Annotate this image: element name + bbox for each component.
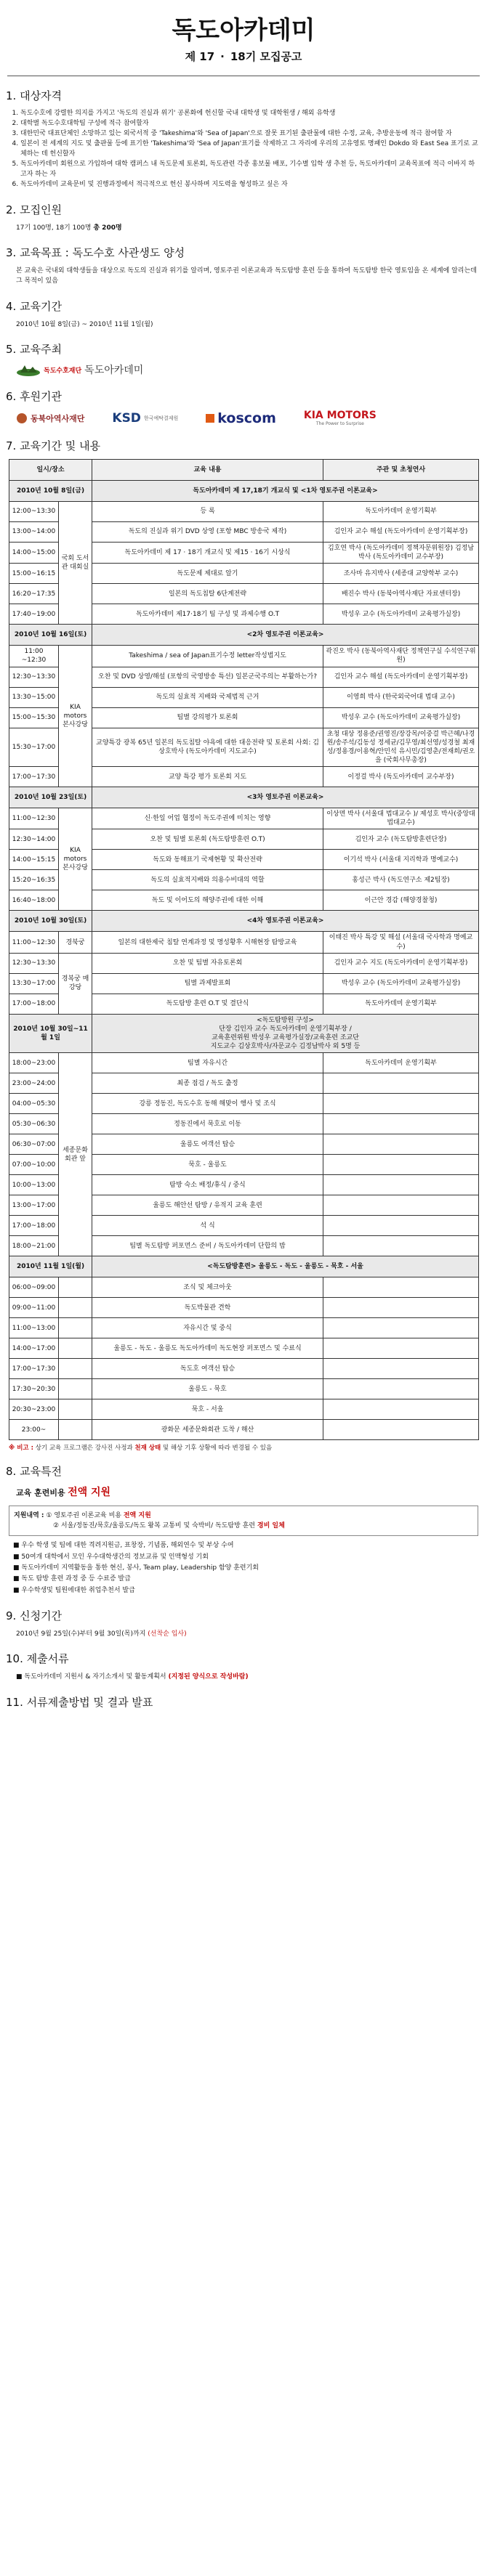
- row-time: 17:00~18:00: [9, 1216, 59, 1236]
- details-item-2-value: 경비 일체: [257, 1522, 285, 1530]
- row-content: 울릉도 여객선 탑승: [92, 1134, 323, 1155]
- tour-line: 지도교수 김상호박사/자문교수 김정남박사 외 5명 등: [210, 1043, 361, 1051]
- list-item: ■ 우수 학생 및 팀에 대한 격려지원금, 표창장, 기념품, 해외연수 및 부상 수여: [13, 1540, 474, 1551]
- section-recruit: [6, 202, 480, 233]
- academy-logo-text: 독도아카데미: [84, 365, 144, 377]
- section-schedule: [6, 438, 480, 453]
- schedule-day-row: [9, 1256, 479, 1277]
- section-benefits: [6, 1463, 480, 1500]
- row-time: 17:00~17:30: [9, 767, 59, 787]
- subtitle-part-a: 제 17: [185, 50, 215, 63]
- row-time: 17:00~18:00: [9, 994, 59, 1014]
- day-title: 독도아카데미 제 17,18기 개교식 및 <1차 영토주권 이론교육>: [92, 481, 479, 502]
- row-speaker: [323, 1073, 479, 1094]
- row-content: 독도호 여객선 탑승: [92, 1359, 323, 1379]
- period-text: 2010년 10월 8일(금) ~ 2010년 11월 1일(월): [16, 320, 153, 328]
- host-logo: [16, 362, 143, 377]
- row-time: 13:00~17:00: [9, 1195, 59, 1216]
- row-speaker: [323, 1277, 479, 1298]
- row-content: 일본의 대한제국 침탈 연계과정 및 명성황후 시해현장 탐방교육: [92, 932, 323, 953]
- row-time: 14:00~15:00: [9, 543, 59, 564]
- row-place: [59, 1338, 92, 1359]
- table-header-row: [9, 460, 479, 481]
- subtitle-part-b: 18기 모집공고: [230, 50, 302, 63]
- row-speaker: 홍성근 박사 (독도연구소 제2팀장): [323, 870, 479, 890]
- row-speaker: [323, 1318, 479, 1338]
- row-time: 10:00~13:00: [9, 1175, 59, 1195]
- row-speaker: [323, 1216, 479, 1236]
- row-speaker: 이상면 박사 (서울대 법대교수 )/ 제성호 박사(중앙대 법대교수): [323, 808, 479, 829]
- details-item-2: ② 서울/정동진/묵호/울릉도/독도 왕복 교통비 및 숙박비/ 독도탐방 훈련: [53, 1522, 255, 1530]
- row-content: 조식 및 체크아웃: [92, 1277, 323, 1298]
- row-time: 15:30~17:00: [9, 728, 59, 767]
- row-time: 04:00~05:30: [9, 1094, 59, 1114]
- section-documents: 10. 제출서류 ■ 독도아카데미 지원서 & 자기소개서 및 활동계획서 (지정된 양식으로 작성바람): [6, 1651, 480, 1682]
- row-time: 12:30~14:00: [9, 829, 59, 850]
- schedule-day-row: [9, 481, 479, 502]
- table-row: [9, 646, 479, 667]
- nahf-emblem-icon: [16, 413, 28, 424]
- schedule-table: [9, 459, 479, 1440]
- row-speaker: [323, 1236, 479, 1256]
- section-sponsors: [6, 389, 480, 426]
- benefit-list: [13, 1540, 474, 1596]
- section-apply-period: [6, 1608, 480, 1639]
- schedule-day-row: [9, 625, 479, 646]
- section-title: 7. 교육기간 및 내용: [6, 439, 101, 453]
- row-speaker: 이영희 박사 (한국외국어대 법대 교수): [323, 687, 479, 707]
- row-place: 세종문화회관 앞: [59, 1053, 92, 1256]
- goal-text: 본 교육은 국내외 대학생들을 대상으로 독도의 진실과 위기를 알리며, 영토주권 이론교육과 독도탐방 훈련 등을 통하여 독도탐방 한국 영토임을 온 세계에 알리는데 그 목적이 있음: [16, 267, 477, 285]
- row-content: 자유시간 및 중식: [92, 1318, 323, 1338]
- table-row: [9, 1318, 479, 1338]
- row-content: 독도와 동해표기 국제현황 및 확산전략: [92, 850, 323, 870]
- row-speaker: [323, 1114, 479, 1134]
- note-prefix: ※ 비고 :: [9, 1445, 34, 1452]
- row-time: 23:00~24:00: [9, 1073, 59, 1094]
- list-item: 5. 독도아카데미 회원으로 가입하여 대학 캠퍼스 내 독도문제 토론회, 독도관련 각종 홍보물 배포, 기수별 입학 생 추천 등, 독도아카데미 교육목표에 적극 이바지 하고자 하는 자: [20, 160, 480, 180]
- sponsor-name: KIA MOTORS: [303, 410, 377, 422]
- row-content: 등 록: [92, 502, 323, 522]
- row-content: 울릉도 - 독도 - 울릉도 독도아카데미 독도현장 퍼포먼스 및 수료식: [92, 1338, 323, 1359]
- row-content: 울릉도 - 묵호: [92, 1379, 323, 1399]
- table-row: [9, 932, 479, 953]
- row-time: 15:00~15:30: [9, 707, 59, 728]
- col-header-time: 일시/장소: [9, 460, 92, 481]
- section-eligibility: [6, 88, 480, 190]
- table-row: [9, 1298, 479, 1318]
- table-row: [9, 1420, 479, 1440]
- row-content: 독도박물관 견학: [92, 1298, 323, 1318]
- row-content: 오찬 및 DVD 상영/해설 (포항의 국영방송 특선) 일본군국주의는 부활하는가?: [92, 667, 323, 687]
- row-place: 경북궁: [59, 932, 92, 953]
- row-time: 06:30~07:00: [9, 1134, 59, 1155]
- row-speaker: [323, 1298, 479, 1318]
- day-date: 2010년 10월 23일(토): [9, 787, 92, 808]
- row-time: 14:00~17:00: [9, 1338, 59, 1359]
- dokdo-island-icon: [16, 363, 41, 376]
- row-speaker: 배진수 박사 (동북아역사재단 자료센터장): [323, 584, 479, 604]
- row-speaker: [323, 1134, 479, 1155]
- host-logo-text: 독도수호재단: [44, 367, 82, 375]
- list-item: ■ 독도 탐방 훈련 과정 중 등 수료증 발급: [13, 1574, 474, 1585]
- row-speaker: 박성우 교수 (독도아카데미 교육평가실장): [323, 604, 479, 625]
- row-place: [59, 1420, 92, 1440]
- row-speaker: [323, 1175, 479, 1195]
- row-place: [59, 1379, 92, 1399]
- day-date: 2010년 10월 16일(토): [9, 625, 92, 646]
- row-time: 17:30~20:30: [9, 1379, 59, 1399]
- row-content: 오찬 및 팀별 토론회 (독도탐방훈련 O.T): [92, 829, 323, 850]
- row-speaker: [323, 1420, 479, 1440]
- note-highlight: 천재 상태: [134, 1445, 161, 1452]
- row-speaker: 초청 대상 정용준/권영진/장강목/이중걸 박근혜/나경원/송주석/김동성 정세균/김무영/최선영/성경철 최재성/정용경/이용혁/안민석 유시민/김영춘/전재희/권오을 (국회사무총장): [323, 728, 479, 767]
- details-item-1-value: 전액 지원: [123, 1511, 151, 1519]
- schedule-day-row: [9, 1014, 479, 1053]
- tour-line: <독도탐방원 구성>: [257, 1016, 314, 1024]
- row-speaker: 박성우 교수 (독도아카데미 교육평가실장): [323, 707, 479, 728]
- schedule-note: [9, 1443, 478, 1452]
- row-place: [59, 1277, 92, 1298]
- section-title: 4. 교육기간: [6, 299, 63, 313]
- row-time: 23:00~: [9, 1420, 59, 1440]
- row-speaker: 독도아카데미 운영기획부: [323, 994, 479, 1014]
- details-item-1: ① 영토주권 이론교육 비용: [46, 1511, 121, 1519]
- apply-period-note: (선착순 입사): [148, 1630, 187, 1638]
- row-time: 12:00~13:30: [9, 502, 59, 522]
- row-content: 팀별 강의평가 토론회: [92, 707, 323, 728]
- section-host: [6, 341, 480, 377]
- list-item: ■ 우수학생및 팀원에대한 취업추천서 발급: [13, 1585, 474, 1596]
- row-content: 독도의 실효적 지배와 국제법적 근거: [92, 687, 323, 707]
- row-speaker: 이정걸 박사 (독도아카데미 교수부장): [323, 767, 479, 787]
- row-time: 11:00~12:30: [9, 808, 59, 829]
- row-time: 16:20~17:35: [9, 584, 59, 604]
- row-speaker: [323, 1155, 479, 1175]
- row-speaker: 독도아카데미 운영기획부: [323, 1053, 479, 1073]
- section-title: 2. 모집인원: [6, 203, 63, 216]
- section-title: 1. 대상자격: [6, 89, 63, 102]
- row-content: 묵호 - 울릉도: [92, 1155, 323, 1175]
- row-speaker: [323, 1359, 479, 1379]
- row-place: [59, 1298, 92, 1318]
- row-content: 독도아카데미 제 17 · 18기 개교식 및 제15 · 16기 시상식: [92, 543, 323, 564]
- row-content: 강릉 정동진, 독도수호 동해 해맞이 행사 및 조식: [92, 1094, 323, 1114]
- row-speaker: [323, 1338, 479, 1359]
- list-item: ■ 독도아카데미 지역활동을 통한 현신, 봉사, Team play, Leadership 함양 훈련기회: [13, 1563, 474, 1574]
- row-content: 최종 점검 / 독도 출정: [92, 1073, 323, 1094]
- row-time: 20:30~23:00: [9, 1399, 59, 1420]
- note-text: 상기 교육 프로그램은 강사진 사정과: [35, 1445, 133, 1452]
- sponsor-subname: 한국예탁결제원: [143, 415, 179, 421]
- row-place: [59, 1399, 92, 1420]
- section-title: 8. 교육특전: [6, 1465, 63, 1479]
- row-time: 12:30~13:30: [9, 953, 59, 973]
- row-speaker: 이기석 박사 (서울대 지리학과 명예교수): [323, 850, 479, 870]
- row-content: 독도의 진실과 위기 DVD 상영 (포항 MBC 방송국 제작): [92, 522, 323, 543]
- row-place: KIA motors 본사강당: [59, 646, 92, 787]
- list-item: 6. 독도아카데미 교육문비 및 진행과정에서 적극적으로 헌신 봉사하며 지도력을 형성하고 싶은 자: [20, 180, 480, 190]
- documents-note: (지정된 양식으로 작성바람): [168, 1673, 249, 1681]
- row-speaker: 박성우 교수 (독도아카데미 교육평가실장): [323, 973, 479, 994]
- row-content: 묵호 - 서울: [92, 1399, 323, 1420]
- row-speaker: 김인자 교수 지도 (독도아카데미 운영기획부장): [323, 953, 479, 973]
- row-place: 국회 도서관 대회실: [59, 502, 92, 625]
- col-header-speaker: 주관 및 초청연사: [323, 460, 479, 481]
- support-label: 교육 훈련비용: [16, 1488, 65, 1498]
- row-time: 15:00~16:15: [9, 564, 59, 584]
- koscom-bullet-icon: [206, 414, 214, 423]
- section-goal: [6, 245, 480, 287]
- day-date: 2010년 10월 30일~11월 1일: [9, 1014, 92, 1053]
- table-row: [9, 808, 479, 829]
- row-time: 13:30~15:00: [9, 687, 59, 707]
- list-item: 3. 대한민국 대표단체인 소망하고 있는 외국서적 중 'Takeshima'와 'Sea of Japan'으로 잘못 표기된 출판물에 대한 수정, 교육, 추방운동에 적극 참여할 자: [20, 129, 480, 139]
- row-speaker: 곽진오 박사 (동북아역사재단 정책연구실 수석연구위원): [323, 646, 479, 667]
- sponsor-subname: The Power to Surprise: [315, 421, 364, 427]
- row-content: 광화문 세종문화회관 도착 / 해산: [92, 1420, 323, 1440]
- day-title: <독도탐방훈련> 울릉도 - 독도 - 울릉도 - 묵호 - 서울: [92, 1256, 479, 1277]
- row-content: 팀별 자유시간: [92, 1053, 323, 1073]
- row-time: 18:00~23:00: [9, 1053, 59, 1073]
- table-row: [9, 1338, 479, 1359]
- recruit-total: 총 200명: [93, 224, 122, 232]
- sponsor-name: KSD: [112, 410, 141, 426]
- row-speaker: 독도아카데미 운영기획부: [323, 502, 479, 522]
- sponsor-logos: [6, 410, 480, 426]
- row-time: 11:00~13:00: [9, 1318, 59, 1338]
- page-subtitle: [0, 49, 487, 64]
- row-time: 17:40~19:00: [9, 604, 59, 625]
- row-time: 11:00 ~12:30: [9, 646, 59, 667]
- day-date: 2010년 10월 8일(금): [9, 481, 92, 502]
- sponsor-name: 동북아역사재단: [31, 413, 85, 423]
- row-speaker: 김인자 교수 (독도탐방훈련단장): [323, 829, 479, 850]
- support-details-box: [9, 1506, 478, 1537]
- row-time: 13:00~14:00: [9, 522, 59, 543]
- row-time: 06:00~09:00: [9, 1277, 59, 1298]
- row-speaker: [323, 1094, 479, 1114]
- list-item: 1. 독도수호에 강렬한 의지를 가지고 '독도의 진실과 위기' 공론화에 헌신할 국내 대학생 및 대학원생 / 해외 유학생: [20, 109, 480, 119]
- row-content: Takeshima / sea of Japan표기수정 letter작성법지도: [92, 646, 323, 667]
- row-place: [59, 1359, 92, 1379]
- row-content: 신·한일 어업 협정이 독도주권에 미치는 영향: [92, 808, 323, 829]
- row-content: 정동진에서 묵호로 이동: [92, 1114, 323, 1134]
- row-place: 경복궁 매강당: [59, 953, 92, 1014]
- list-item: 2. 대학별 독도수호대학팀 구성에 적극 참여할자: [20, 119, 480, 129]
- subtitle-separator: ·: [220, 50, 225, 63]
- sponsor-logo-koscom: [206, 410, 276, 426]
- recruit-text: 17기 100명, 18기 100명: [16, 224, 92, 232]
- row-time: 15:20~16:35: [9, 870, 59, 890]
- day-date: 2010년 10월 30일(토): [9, 911, 92, 932]
- row-content: 독도의 실효적지배와 의용수비대의 역할: [92, 870, 323, 890]
- row-time: 09:00~11:00: [9, 1298, 59, 1318]
- day-title: <3차 영토주권 이론교육>: [92, 787, 479, 808]
- day-title: <2차 영토주권 이론교육>: [92, 625, 479, 646]
- sponsor-logo-nahf: [16, 413, 84, 424]
- section-title: 5. 교육주최: [6, 343, 63, 357]
- row-time: 14:00~15:15: [9, 850, 59, 870]
- section-title: 10. 제출서류: [6, 1652, 69, 1666]
- section-period: [6, 298, 480, 330]
- row-speaker: [323, 1399, 479, 1420]
- row-speaker: [323, 1195, 479, 1216]
- row-content: 교양 특강 평가 토론회 지도: [92, 767, 323, 787]
- row-time: 13:30~17:00: [9, 973, 59, 994]
- row-content: 탐방 숙소 배정/휴식 / 중식: [92, 1175, 323, 1195]
- row-content: 석 식: [92, 1216, 323, 1236]
- row-content: 독도아카데미 제17·18기 팀 구성 및 과제수행 O.T: [92, 604, 323, 625]
- note-tail: 및 해상 기후 상황에 따라 변경될 수 있음: [162, 1445, 273, 1452]
- row-speaker: 김인자 교수 해설 (독도아카데미 운영기획부장): [323, 667, 479, 687]
- section-submission: [6, 1694, 480, 1710]
- section-title: 9. 신청기간: [6, 1609, 63, 1622]
- table-row: [9, 953, 479, 973]
- eligibility-list: [6, 109, 480, 190]
- row-time: 16:40~18:00: [9, 890, 59, 911]
- row-content: 독도문제 제대로 알기: [92, 564, 323, 584]
- table-row: [9, 1379, 479, 1399]
- row-time: 12:30~13:30: [9, 667, 59, 687]
- sponsor-name: koscom: [217, 410, 276, 426]
- row-content: 울릉도 해안선 탐방 / 유적지 교육 훈련: [92, 1195, 323, 1216]
- row-place: [59, 1318, 92, 1338]
- row-speaker: [323, 1379, 479, 1399]
- row-content: 오찬 및 팀별 자유토론회: [92, 953, 323, 973]
- documents-text: 독도아카데미 지원서 & 자기소개서 및 활동계획서: [24, 1673, 166, 1681]
- row-content: 일본의 독도침탈 6단계전략: [92, 584, 323, 604]
- row-time: 18:00~21:00: [9, 1236, 59, 1256]
- row-place: KIA motors 본사강당: [59, 808, 92, 911]
- table-row: [9, 1399, 479, 1420]
- section-title: 3. 교육목표 : 독도수호 사관생도 양성: [6, 245, 185, 259]
- page-title: 독도아카데미: [172, 16, 315, 45]
- row-time: 07:00~10:00: [9, 1155, 59, 1175]
- table-row: [9, 502, 479, 522]
- row-content: 교양특강 광복 65년 일본의 독도침탈 야욕에 대한 대응전략 및 토론회 사회: 김상호박사 (독도아카데미 지도교수): [92, 728, 323, 767]
- tour-line: 단장 김인자 교수 독도아카데미 운영기획부장 /: [219, 1025, 352, 1033]
- row-content: 팀별 과제발표회: [92, 973, 323, 994]
- row-speaker: 김호연 박사 (독도아카데미 정책자문위원장) 김정남 박사 (독도아카데미 교수부장): [323, 543, 479, 564]
- support-value: 전액 지원: [68, 1487, 111, 1499]
- table-row: [9, 1277, 479, 1298]
- list-item: ■ 50여개 대학에서 모인 우수대학생간의 정보교류 및 인맥형성 기회: [13, 1552, 474, 1563]
- tour-line: 교육훈련위원 박성우 교육평가실장/교육훈련 조교단: [212, 1034, 359, 1042]
- row-speaker: 김인자 교수 해설 (독도아카데미 운영기획부장): [323, 522, 479, 543]
- row-content: 독도탐방 훈련 O.T 및 결단식: [92, 994, 323, 1014]
- tour-info: [92, 1014, 479, 1053]
- section-title: 11. 서류제출방법 및 결과 발표: [6, 1695, 153, 1709]
- sponsor-logo-ksd: [112, 411, 178, 426]
- host-logos: [6, 362, 480, 377]
- row-time: 17:00~17:30: [9, 1359, 59, 1379]
- section-title: 6. 후원기관: [6, 390, 63, 404]
- list-item: 4. 일본이 전 세계의 지도 및 출판물 등에 표기한 'Takeshima'와 'Sea of Japan'표기를 삭제하고 그 자리에 우리의 고유영토 명패인 Dokdo 와 East Sea 표기로 교체하는 데 헌신할자: [20, 139, 480, 160]
- col-header-content: 교육 내용: [92, 460, 323, 481]
- apply-period-text: 2010년 9월 25일(수)부터 9월 30일(목)까지: [16, 1630, 146, 1638]
- row-time: 11:00~12:30: [9, 932, 59, 953]
- schedule-day-row: [9, 787, 479, 808]
- row-speaker: 이근안 경감 (해양경찰청): [323, 890, 479, 911]
- details-label: 지원내역 :: [14, 1511, 44, 1519]
- row-time: 05:30~06:30: [9, 1114, 59, 1134]
- schedule-day-row: [9, 911, 479, 932]
- row-speaker: 조사마 유지박사 (세종대 교양학부 교수): [323, 564, 479, 584]
- row-speaker: 이태진 박사 특강 및 해설 (서울대 국사학과 명예교수): [323, 932, 479, 953]
- table-row: [9, 1053, 479, 1073]
- day-title: <4차 영토주권 이론교육>: [92, 911, 479, 932]
- table-row: [9, 1359, 479, 1379]
- row-content: 팀별 독도탐방 퍼포먼스 준비 / 독도아카데미 단합의 밤: [92, 1236, 323, 1256]
- row-content: 독도 및 이어도의 해양주권에 대한 이해: [92, 890, 323, 911]
- sponsor-logo-kia: [304, 410, 377, 426]
- day-date: 2010년 11월 1일(월): [9, 1256, 92, 1277]
